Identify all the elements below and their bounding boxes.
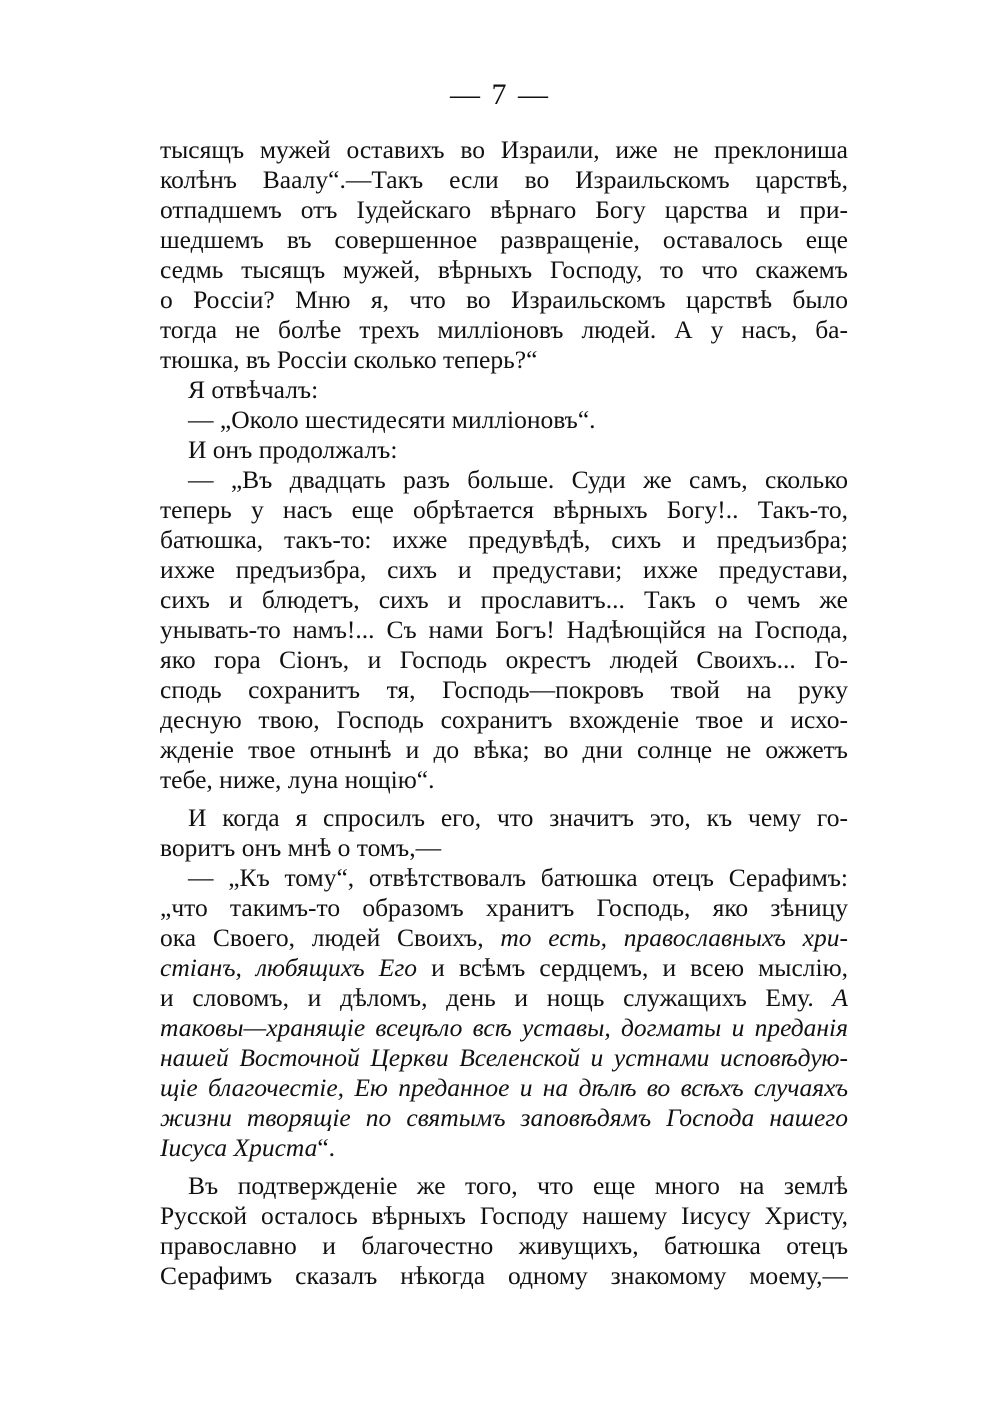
text-line: тогда не болѣе трехъ милліоновъ людей. А у насъ, ба- (160, 315, 848, 344)
text-line: батюшка, такъ-то: ихже предувѣдѣ, сихъ и предъизбра; (160, 525, 848, 554)
body-text (160, 135, 848, 1291)
text-line: колѣнъ Ваалу“.—Такъ если во Израильскомъ царствѣ, (160, 165, 848, 194)
text-line: И когда я спросилъ его, что значитъ это, къ чему го- (188, 803, 848, 832)
text-line: теперь у насъ еще обрѣтается вѣрныхъ Богу!.. Такъ-то, (160, 495, 848, 524)
text-line: — „Въ двадцать разъ больше. Суди же самъ, сколько (188, 465, 848, 494)
text-line: — „Около шестидесяти милліоновъ“. (188, 405, 596, 434)
text-line (160, 953, 848, 983)
text-line: яко гора Сіонъ, и Господь окрестъ людей Своихъ... Го- (160, 645, 848, 674)
text-fragment: “. (317, 1133, 336, 1162)
text-line: шедшемъ въ совершенное развращеніе, оставалось еще (160, 225, 848, 254)
text-line: тебе, ниже, луна нощію“. (160, 765, 435, 794)
text-line: унывать-то намъ!... Съ нами Богъ! Надѣющійся на Господа, (160, 615, 848, 644)
italic-fragment: стіанъ, любящихъ Его (160, 953, 418, 982)
italic-line: таковы—хранящіе всецѣло всѣ уставы, догматы и преданія (160, 1013, 848, 1042)
text-line: о Россіи? Мню я, что во Израильскомъ царствѣ было (160, 285, 848, 314)
text-line: ихже предъизбра, сихъ и предустави; ихже предустави, (160, 555, 848, 584)
text-line: тюшка, въ Россіи сколько теперь?“ (160, 345, 538, 374)
italic-fragment: А (832, 983, 848, 1012)
text-line: „что такимъ-то образомъ хранитъ Господь, яко зѣницу (160, 893, 848, 922)
text-line: Въ подтвержденіе же того, что еще много на землѣ (188, 1171, 848, 1200)
text-line: тысящъ мужей оставихъ во Израили, иже не преклониша (160, 135, 848, 164)
text-line (160, 983, 848, 1013)
text-line: воритъ онъ мнѣ о томъ,— (160, 833, 442, 862)
italic-line: нашей Восточной Церкви Вселенской и устнами исповѣдую- (160, 1043, 848, 1072)
text-line: Я отвѣчалъ: (188, 375, 319, 404)
text-line: Серафимъ сказалъ нѣкогда одному знакомому моему,— (160, 1261, 848, 1290)
text-line: Русской осталось вѣрныхъ Господу нашему Іисусу Христу, (160, 1201, 848, 1230)
text-fragment: и словомъ, и дѣломъ, день и нощь служащихъ Ему. (160, 983, 833, 1012)
text-line: — „Къ тому“, отвѣтствовалъ батюшка отецъ Серафимъ: (188, 863, 848, 892)
text-line (160, 923, 848, 953)
text-fragment: ока Своего, людей Своихъ, (160, 923, 501, 952)
text-line: отпадшемъ отъ Іудейскаго вѣрнаго Богу царства и при- (160, 195, 848, 224)
text-line: жденіе твое отнынѣ и до вѣка; во дни солнце не ожжетъ (160, 735, 848, 764)
italic-line: жизни творящіе по святымъ заповѣдямъ Господа нашего (160, 1103, 848, 1132)
text-line: седмь тысящъ мужей, вѣрныхъ Господу, то что скажемъ (160, 255, 848, 284)
text-line: И онъ продолжалъ: (188, 435, 398, 464)
text-line: православно и благочестно живущихъ, батюшка отецъ (160, 1231, 848, 1260)
text-line (160, 1133, 848, 1163)
text-line: сподь сохранитъ тя, Господь—покровъ твой на руку (160, 675, 848, 704)
italic-fragment: Іисуса Христа (160, 1133, 318, 1162)
text-line: сихъ и блюдетъ, сихъ и прославитъ... Такъ о чемъ же (160, 585, 848, 614)
text-line: десную твою, Господь сохранитъ вхожденіе твое и исхо- (160, 705, 848, 734)
page-number: — 7 — (450, 78, 550, 111)
italic-line: щіе благочестіе, Ею преданное и на дѣлѣ во всѣхъ случаяхъ (160, 1073, 848, 1102)
text-fragment: и всѣмъ сердцемъ, и всею мыслію, (417, 953, 848, 982)
italic-fragment: то есть, православныхъ хри- (500, 923, 848, 952)
